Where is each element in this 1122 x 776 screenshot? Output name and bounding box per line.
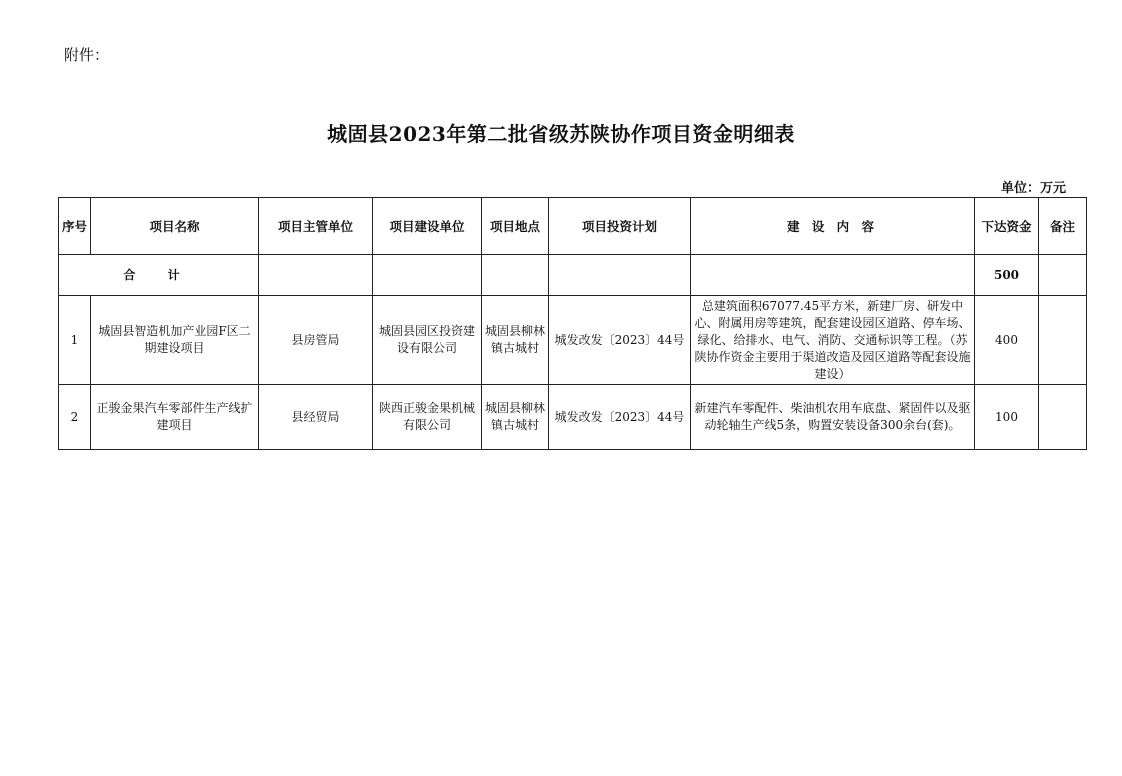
total-empty-cell	[259, 255, 373, 296]
total-amount: 500	[975, 255, 1039, 296]
total-empty-cell	[482, 255, 549, 296]
total-empty-cell	[691, 255, 975, 296]
col-header-note: 备注	[1039, 198, 1087, 255]
table-row	[59, 385, 1087, 450]
total-row	[59, 255, 1087, 296]
row-plan: 城发改发〔2023〕44号	[549, 296, 691, 385]
row-amount: 100	[975, 385, 1039, 450]
total-label: 合 计	[59, 255, 259, 296]
row-authority: 县房管局	[259, 296, 373, 385]
total-empty-cell	[1039, 255, 1087, 296]
col-header-amount: 下达资金	[975, 198, 1039, 255]
row-plan: 城发改发〔2023〕44号	[549, 385, 691, 450]
row-project-name: 正骏金果汽车零部件生产线扩建项目	[91, 385, 259, 450]
row-content: 新建汽车零配件、柴油机农用车底盘、紧固件以及驱动轮轴生产线5条，购置安装设备300余台(套)。	[691, 385, 975, 450]
page-title: 城固县2023年第二批省级苏陕协作项目资金明细表	[327, 122, 795, 146]
total-empty-cell	[549, 255, 691, 296]
total-empty-cell	[373, 255, 482, 296]
row-location: 城固县柳林镇古城村	[482, 385, 549, 450]
col-header-no: 序号	[59, 198, 91, 255]
funding-table	[58, 197, 1087, 450]
row-amount: 400	[975, 296, 1039, 385]
col-header-authority: 项目主管单位	[259, 198, 373, 255]
table-header-row	[59, 198, 1087, 255]
row-note	[1039, 385, 1087, 450]
col-header-builder: 项目建设单位	[373, 198, 482, 255]
attachment-label: 附件：	[64, 46, 110, 64]
row-project-name: 城固县智造机加产业园F区二期建设项目	[91, 296, 259, 385]
row-builder: 陕西正骏金果机械有限公司	[373, 385, 482, 450]
row-content: 总建筑面积67077.45平方米，新建厂房、研发中心、附属用房等建筑，配套建设园区道路、停车场、绿化、给排水、电气、消防、交通标识等工程。（苏陕协作资金主要用于渠道改造及园区道路等配套设施建设）	[691, 296, 975, 385]
row-builder: 城固县园区投资建设有限公司	[373, 296, 482, 385]
table-row	[59, 296, 1087, 385]
col-header-content: 建 设 内 容	[691, 198, 975, 255]
unit-label: 单位：万元	[1000, 181, 1066, 196]
row-location: 城固县柳林镇古城村	[482, 296, 549, 385]
row-no: 2	[59, 385, 91, 450]
row-authority: 县经贸局	[259, 385, 373, 450]
row-note	[1039, 296, 1087, 385]
col-header-name: 项目名称	[91, 198, 259, 255]
col-header-plan: 项目投资计划	[549, 198, 691, 255]
col-header-location: 项目地点	[482, 198, 549, 255]
row-no: 1	[59, 296, 91, 385]
